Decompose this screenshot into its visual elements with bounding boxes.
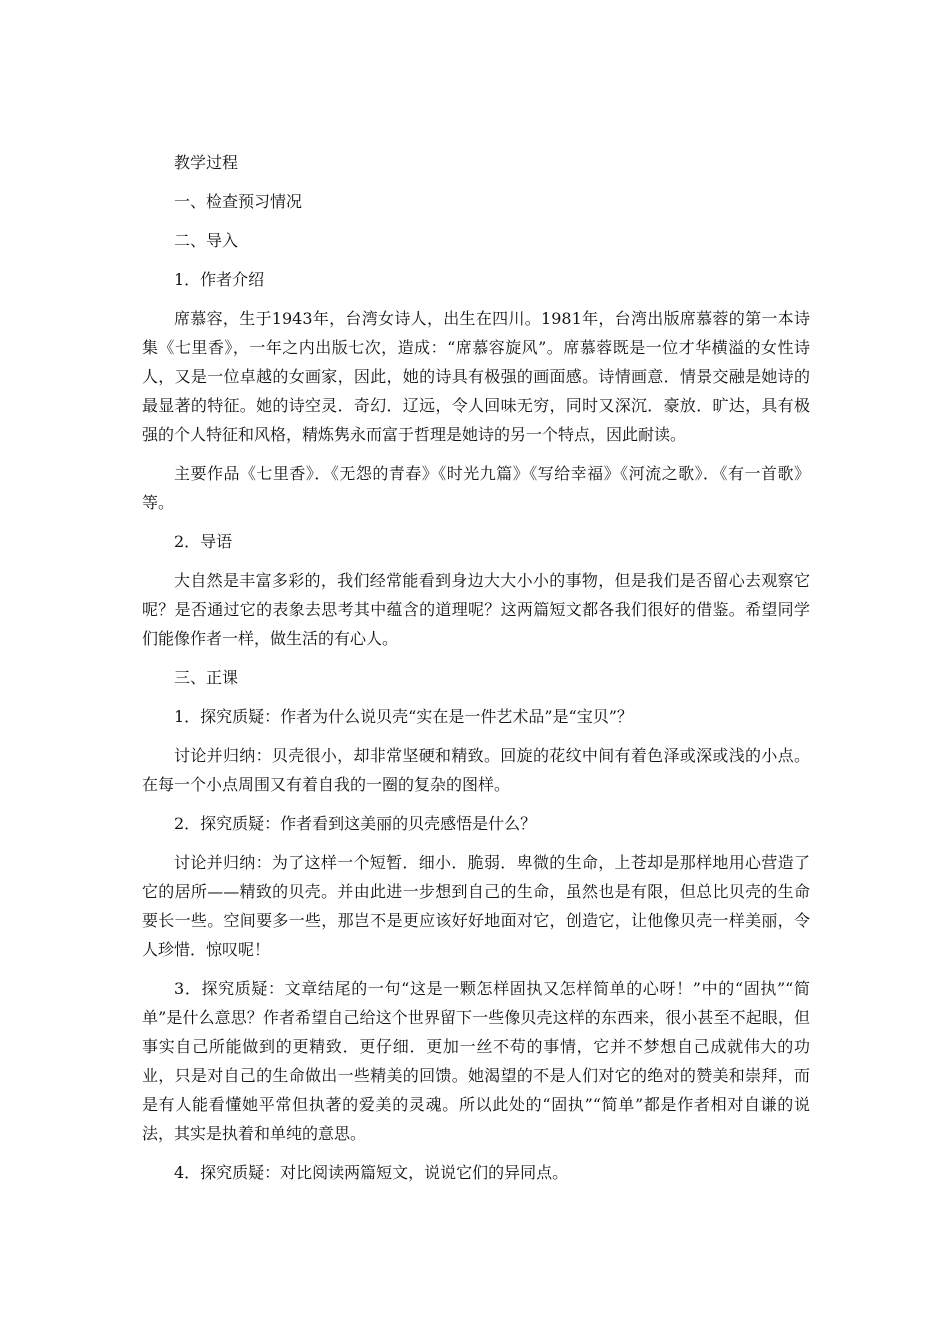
question-2: 2．探究质疑：作者看到这美丽的贝壳感悟是什么？ xyxy=(174,814,537,833)
paragraph-major-works: 主要作品《七里香》．《无怨的青春》《时光九篇》《写给幸福》《河流之歌》．《有一首歌》等。 xyxy=(142,464,810,512)
question-4: 4．探究质疑：对比阅读两篇短文，说说它们的异同点。 xyxy=(174,1163,569,1182)
answer-1: 讨论并归纳：贝壳很小，却非常坚硬和精致。回旋的花纹中间有着色泽或深或浅的小点。在每一个小点周围又有着自我的一圈的复杂的图样。 xyxy=(142,746,810,794)
section-title-teaching-process: 教学过程 xyxy=(174,153,239,172)
answer-2: 讨论并归纳：为了这样一个短暂．细小．脆弱．卑微的生命，上苍却是那样地用心营造了它的居所——精致的贝壳。并由此进一步想到自己的生命，虽然也是有限，但总比贝壳的生命要长一些。空间要多一些，那岂不是更应该好好地面对它，创造它，让他像贝壳一样美丽，令人珍惜．惊叹呢！ xyxy=(142,853,810,959)
subheading-lead-in: 2．导语 xyxy=(174,532,233,551)
heading-introduction: 二、导入 xyxy=(174,231,239,250)
paragraph-lead-in: 大自然是丰富多彩的，我们经常能看到身边大大小小的事物，但是我们是否留心去观察它呢？是否通过它的表象去思考其中蕴含的道理呢？这两篇短文都各我们很好的借鉴。希望同学们能像作者一样，做生活的有心人。 xyxy=(142,571,810,648)
heading-main-lesson: 三、正课 xyxy=(174,668,239,687)
document-page xyxy=(142,148,810,1187)
question-3: 3．探究质疑：文章结尾的一句“这是一颗怎样固执又怎样简单的心呀！”中的“固执”“简单”是什么意思？作者希望自己给这个世界留下一些像贝壳这样的东西来，很小甚至不起眼，但事实自己所能做到的更精致．更仔细．更加一丝不苟的事情，它并不梦想自己成就伟大的功业，只是对自己的生命做出一些精美的回馈。她渴望的不是人们对它的绝对的赞美和崇拜，而是有人能看懂她平常但执著的爱美的灵魂。所以此处的“固执”“简单”都是作者相对自谦的说法，其实是执着和单纯的意思。 xyxy=(142,979,810,1143)
subheading-author-intro: 1．作者介绍 xyxy=(174,270,265,289)
question-1: 1．探究质疑：作者为什么说贝壳“实在是一件艺术品”是“宝贝”？ xyxy=(174,707,633,726)
heading-check-preview: 一、检查预习情况 xyxy=(174,192,303,211)
paragraph-author-bio: 席慕容，生于1943年，台湾女诗人，出生在四川。1981年，台湾出版席慕蓉的第一本诗集《七里香》，一年之内出版七次，造成：“席慕容旋风”。席慕蓉既是一位才华横溢的女性诗人，又是一位卓越的女画家，因此，她的诗具有极强的画面感。诗情画意．情景交融是她诗的最显著的特征。她的诗空灵．奇幻．辽远，令人回味无穷，同时又深沉．豪放．旷达，具有极强的个人特征和风格，精炼隽永而富于哲理是她诗的另一个特点，因此耐读。 xyxy=(142,309,810,444)
